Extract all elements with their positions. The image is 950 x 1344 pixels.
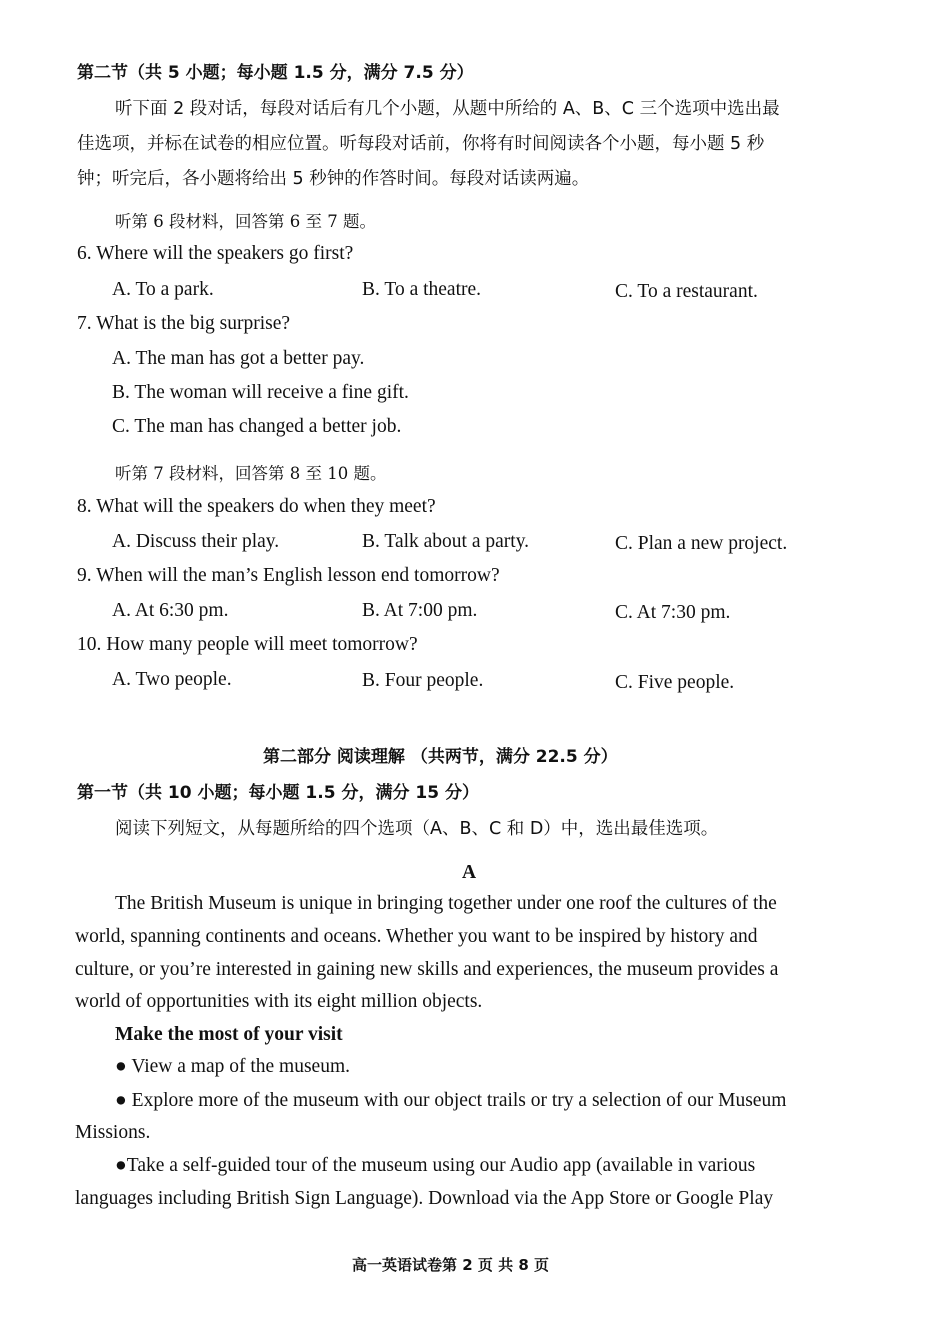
option-c: C. To a restaurant. [615, 281, 758, 302]
bullet-text: Explore more of the museum with our object trails or try a selection of our Museum [131, 1090, 787, 1111]
option-a: A. At 6:30 pm. [112, 600, 229, 621]
option-b: B. To a theatre. [362, 279, 482, 300]
bullet-item [115, 1056, 350, 1078]
passage-label: A [462, 862, 477, 883]
bullet-text: View a map of the museum. [131, 1056, 351, 1077]
passage-line: culture, or you’re interested in gaining new skills and experiences, the museum provides a [75, 959, 779, 980]
passage-line: world of opportunities with its eight million objects. [75, 991, 483, 1012]
section-header: 第一节（共 10 小题；每小题 1.5 分，满分 15 分） [77, 783, 479, 803]
option-b: B. At 7:00 pm. [362, 600, 478, 621]
question-stem: 9. When will the man’s English lesson end tomorrow? [77, 565, 500, 586]
option-b: B. Four people. [362, 670, 484, 691]
section-header: 第二节（共 5 小题；每小题 1.5 分，满分 7.5 分） [77, 63, 474, 83]
question-stem: 10. How many people will meet tomorrow? [77, 634, 418, 655]
passage-line: world, spanning continents and oceans. Whether you want to be inspired by history and [75, 926, 758, 947]
option-a: A. Two people. [112, 669, 232, 690]
option-c: C. The man has changed a better job. [112, 416, 402, 437]
question-stem: 6. Where will the speakers go first? [77, 243, 354, 264]
option-c: C. Five people. [615, 672, 735, 693]
bullet-item [115, 1090, 786, 1112]
instruction-line: 听下面 2 段对话，每段对话后有几个小题，从题中所给的 A、B、C 三个选项中选出最 [115, 99, 780, 119]
option-b: B. Talk about a party. [362, 531, 530, 552]
option-a: A. Discuss their play. [112, 531, 280, 552]
subheading: Make the most of your visit [115, 1024, 343, 1045]
option-a: A. To a park. [112, 279, 214, 300]
passage-line: The British Museum is unique in bringing together under one roof the cultures of the [115, 893, 777, 914]
page-footer: 高一英语试卷第 2 页 共 8 页 [352, 1256, 549, 1274]
bullet-icon: ● [115, 1090, 127, 1111]
instruction-line: 钟；听完后，各小题将给出 5 秒钟的作答时间。每段对话读两遍。 [77, 169, 590, 189]
question-stem: 7. What is the big surprise? [77, 313, 291, 334]
bullet-continuation: languages including British Sign Language). Download via the App Store or Google Play [75, 1188, 774, 1209]
bullet-continuation: Missions. [75, 1122, 151, 1143]
material-label: 听第 6 段材料，回答第 6 至 7 题。 [115, 212, 376, 231]
bullet-text: Take a self-guided tour of the museum using our Audio app (available in various [126, 1155, 756, 1176]
instruction-line: 阅读下列短文，从每题所给的四个选项（A、B、C 和 D）中，选出最佳选项。 [115, 819, 719, 839]
bullet-icon: ● [115, 1155, 127, 1176]
bullet-item [115, 1155, 755, 1177]
instruction-line: 佳选项，并标在试卷的相应位置。听每段对话前，你将有时间阅读各个小题，每小题 5 秒 [77, 134, 765, 154]
material-label: 听第 7 段材料，回答第 8 至 10 题。 [115, 464, 387, 483]
option-a: A. The man has got a better pay. [112, 348, 365, 369]
part-title: 第二部分 阅读理解 （共两节，满分 22.5 分） [263, 747, 618, 767]
question-stem: 8. What will the speakers do when they meet? [77, 496, 436, 517]
option-b: B. The woman will receive a fine gift. [112, 382, 409, 403]
bullet-icon: ● [115, 1056, 127, 1077]
option-c: C. At 7:30 pm. [615, 602, 731, 623]
option-c: C. Plan a new project. [615, 533, 788, 554]
